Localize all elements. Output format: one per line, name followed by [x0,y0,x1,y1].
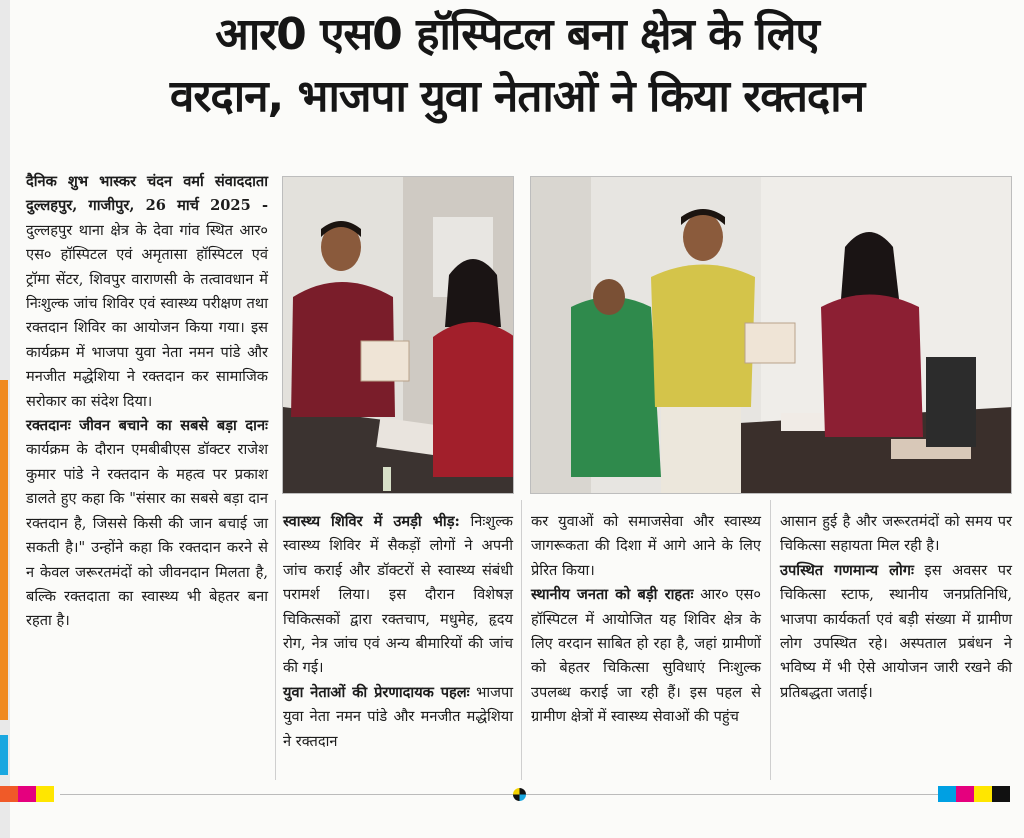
dateline: दैनिक शुभ भास्कर चंदन वर्मा संवाददाता दुल्लहपुर, गाजीपुर, 26 मार्च 2025 - [26,173,268,215]
photo-certificate-handover-1 [282,176,514,494]
article-paragraph: भाजपा युवा नेता नमन पांडे और मनजीत मद्धेशिया ने रक्तदान [283,683,514,750]
bottom-rule [60,794,940,795]
photo-illustration [531,177,1012,494]
column-divider [521,500,522,780]
registration-mark [513,788,526,801]
color-swatch [938,786,956,802]
left-edge-cyan-mark [0,735,8,775]
article-paragraph: इस अवसर पर चिकित्सा स्टाफ, स्थानीय जनप्रतिनिधि, भाजपा कार्यकर्ता एवं बड़ी संख्या में ग्रामीण लोग उपस्थित रहे। अस्पताल प्रबंधन ने भविष्य में भी ऐसे आयोजन जारी रखने की प्रतिबद्धता जताई। [780,561,1013,701]
article-paragraph: आर० एस० हॉस्पिटल में आयोजित यह शिविर क्षेत्र के लिए वरदान साबित हो रहा है, जहां ग्रामीणों को बेहतर चिकित्सा सुविधाएं निःशुल्क उपलब्ध कराई जा रही हैं। इस पहल से ग्रामीण क्षेत्रों में स्वास्थ्य सेवाओं की पहुंच [531,586,762,726]
color-swatch [992,786,1010,802]
cmyk-color-bar-right [938,786,1010,802]
left-edge-magenta-mark [0,380,8,720]
article-paragraph: निःशुल्क स्वास्थ्य शिविर में सैकड़ों लोगों ने अपनी जांच कराई और डॉक्टरों से स्वास्थ्य संबंधी परामर्श लिया। इस दौरान विशेषज्ञ चिकित्सकों द्वारा रक्तचाप, मधुमेह, हृदय रोग, नेत्र जांच एवं अन्य बीमारियों की जांच की गई। [283,513,514,677]
subheading: युवा नेताओं की प्रेरणादायक पहलः [283,683,470,701]
headline-line-1: आर0 एस0 हॉस्पिटल बना क्षेत्र के लिए [215,9,819,60]
photo-certificate-handover-2 [530,176,1012,494]
subheading: रक्तदानः जीवन बचाने का सबसे बड़ा दानः [26,417,268,435]
article-paragraph: कार्यक्रम के दौरान एमबीबीएस डॉक्टर राजेश कुमार पांडे ने रक्तदान के महत्व पर प्रकाश डालते हुए कहा कि "संसार का सबसे बड़ा दान रक्तदान है, जिससे किसी की जान बचाई जा सकती है।" उन्होंने कहा कि रक्तदान करने से न केवल जरूरतमंदों को जीवनदान मिलता है, बल्कि रक्तदाता का स्वास्थ्य भी बेहतर बना रहता है। [26,441,268,630]
color-swatch [18,786,36,802]
article-column-1 [26,170,268,634]
color-swatch [36,786,54,802]
color-swatch [956,786,974,802]
article-paragraph: कर युवाओं को समाजसेवा और स्वास्थ्य जागरूकता की दिशा में आगे आने के लिए प्रेरित किया। [531,513,761,579]
photo-illustration [283,177,514,494]
article-paragraph: आसान हुई है और जरूरतमंदों को समय पर चिकित्सा सहायता मिल रही है। [780,513,1012,555]
headline [10,4,1024,128]
color-swatch [974,786,992,802]
article-column-4 [780,510,1012,705]
cmyk-color-bar-left [0,786,54,802]
column-divider [770,500,771,780]
article-column-3 [531,510,761,730]
color-swatch [0,786,18,802]
headline-line-2: वरदान, भाजपा युवा नेताओं ने किया रक्तदान [169,71,865,122]
subheading: उपस्थित गणमान्य लोगः [780,561,914,579]
article-paragraph: दुल्लहपुर थाना क्षेत्र के देवा गांव स्थित आर० एस० हॉस्पिटल एवं अमृतासा हॉस्पिटल एवं ट्रॉमा सेंटर, शिवपुर वाराणसी के तत्वावधान में निःशुल्क जांच शिविर एवं स्वास्थ्य परीक्षण तथा रक्तदान शिविर का आयोजन किया गया। इस कार्यक्रम में भाजपा युवा नेता नमन पांडे और मनजीत मद्धेशिया ने रक्तदान कर सामाजिक सरोकार का संदेश दिया। [26,221,268,410]
article-column-2 [283,510,513,754]
subheading: स्वास्थ्य शिविर में उमड़ी भीड़: [283,513,460,530]
subheading: स्थानीय जनता को बड़ी राहतः [531,586,694,604]
column-divider [275,500,276,780]
